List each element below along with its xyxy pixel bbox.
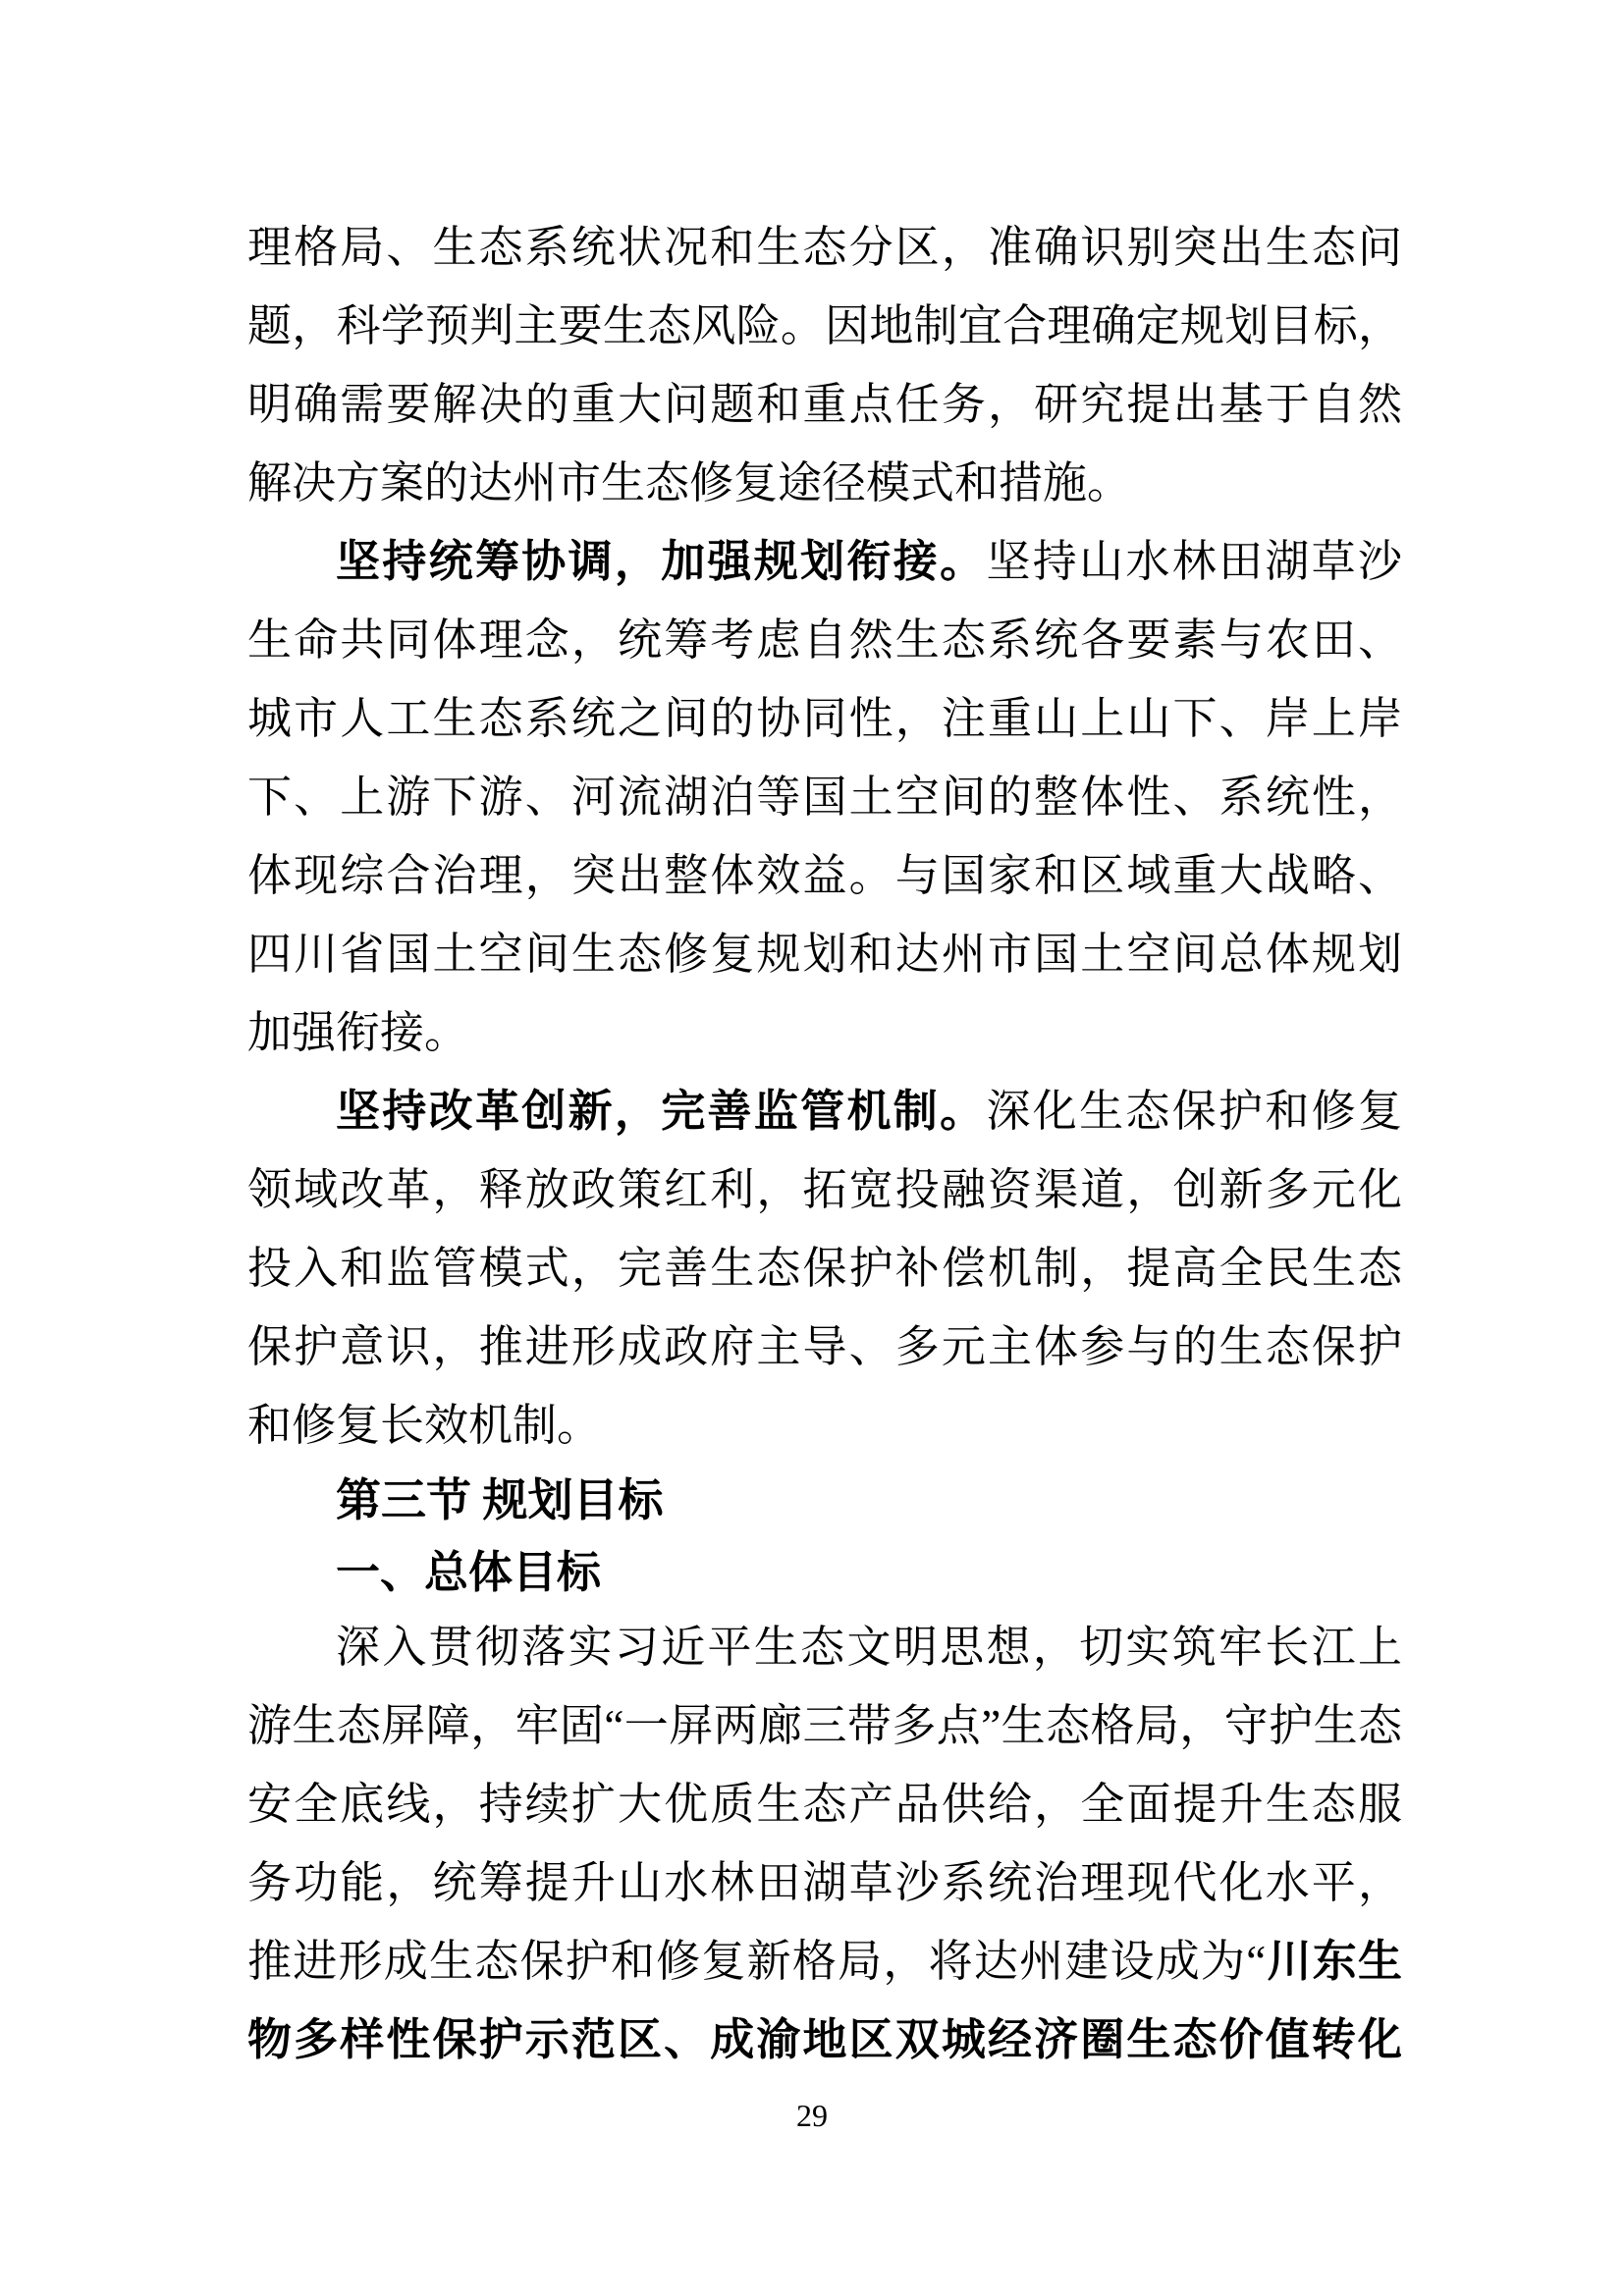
bold-emphasis-text: 物多样性保护示范区、成渝地区双城经济圈生态价值转化 [247,2014,1402,2064]
paragraph-line: 保护意识，推进形成政府主导、多元主体参与的生态保护 [247,1322,1402,1371]
paragraph-line: 四川省国土空间生态修复规划和达州市国土空间总体规划 [247,930,1402,979]
paragraph-line: 解决方案的达州市生态修复途径模式和措施。 [247,458,1132,507]
paragraph-line: 题，科学预判主要生态风险。因地制宜合理确定规划目标， [247,301,1402,350]
paragraph-line: 加强衔接。 [247,1008,469,1057]
paragraph-line [247,522,1402,601]
page-body [247,208,1402,2079]
body-text-run: 深化生态保护和修复 [986,1087,1402,1136]
paragraph-line [247,1072,1402,1150]
paragraph-line [247,2001,1402,2079]
paragraph-line: 体现综合治理，突出整体效益。与国家和区域重大战略、 [247,851,1402,900]
paragraph-line: 游生态屏障，牢固“一屏两廊三带多点”生态格局，守护生态 [247,1701,1402,1750]
paragraph-line: 城市人工生态系统之间的协同性，注重山上山下、岸上岸 [247,694,1402,743]
bold-emphasis-text: 川东生 [1266,1936,1402,1986]
paragraph-line: 深入贯彻落实习近平生态文明思想，切实筑牢长江上 [336,1623,1402,1672]
paragraph-line: 安全底线，持续扩大优质生态产品供给，全面提升生态服 [247,1780,1402,1829]
paragraph-line: 理格局、生态系统状况和生态分区，准确识别突出生态问 [247,223,1402,272]
paragraph-line: 下、上游下游、河流湖泊等国土空间的整体性、系统性， [247,773,1402,822]
subsection-heading: 一、总体目标 [336,1547,602,1597]
page-number: 29 [796,2098,828,2133]
body-text-run: 坚持山水林田湖草沙 [986,537,1402,586]
paragraph-line: 领域改革，释放政策红利，拓宽投融资渠道，创新多元化 [247,1165,1402,1214]
body-text-run: 推进形成生态保护和修复新格局，将达州建设成为“ [247,1937,1267,1986]
paragraph-line: 生命共同体理念，统筹考虑自然生态系统各要素与农田、 [247,615,1402,665]
paragraph-line: 投入和监管模式，完善生态保护补偿机制，提高全民生态 [247,1244,1402,1293]
bold-lead-text: 坚持改革创新，完善监管机制。 [336,1087,987,1136]
bold-lead-text: 坚持统筹协调，加强规划衔接。 [336,537,987,586]
paragraph-line: 明确需要解决的重大问题和重点任务，研究提出基于自然 [247,380,1402,429]
paragraph-line: 和修复长效机制。 [247,1401,602,1450]
section-heading: 第三节 规划目标 [336,1475,664,1525]
paragraph-line: 务功能，统筹提升山水林田湖草沙系统治理现代化水平， [247,1858,1402,1907]
paragraph-line [247,1922,1402,2001]
